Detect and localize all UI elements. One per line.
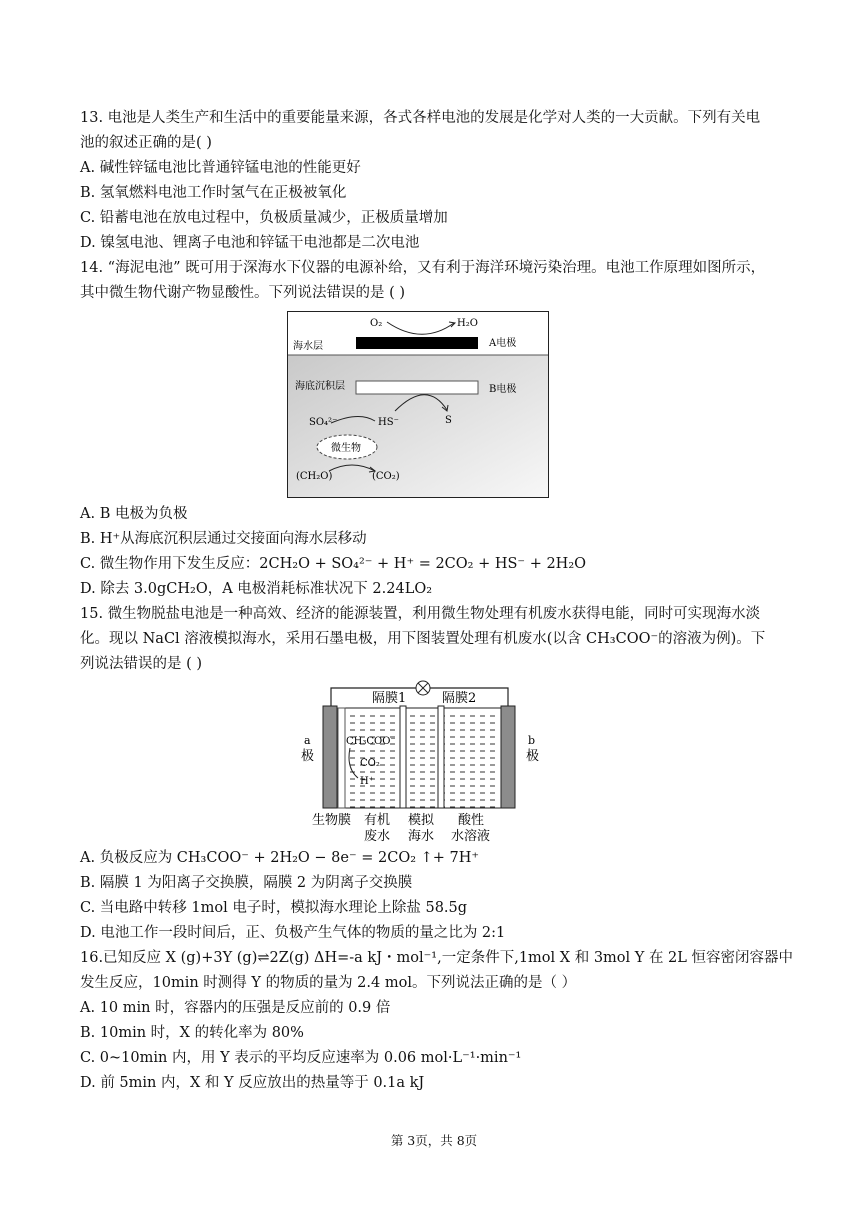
q14-option-d: D. 除去 3.0gCH₂O，A 电极消耗标准状况下 2.24LO₂ — [80, 581, 433, 597]
organic-label: 有机 — [364, 813, 391, 828]
ch3coo-label: CH₃COO⁻ — [346, 736, 396, 747]
seawater-label: 海水 — [408, 829, 435, 844]
b-pole-label: 极 — [526, 749, 540, 764]
co2-label: CO₂ — [360, 758, 380, 769]
biofilm — [338, 708, 345, 808]
wastewater-label: 废水 — [364, 829, 391, 844]
q16-stem-line2: 发生反应，10min 时测得 Y 的物质的量为 2.4 mol。下列说法正确的是（ ） — [80, 975, 577, 991]
q15-stem-line2: 化。现以 NaCl 溶液模拟海水，采用石墨电极，用下图装置处理有机废水(以含 CH₃COO⁻的溶液为例)。下 — [80, 631, 766, 647]
q14-stem-line1: 14. “海泥电池” 既可用于深海水下仪器的电源补给，又有利于海洋环境污染治理。电池工作原理如图所示， — [80, 260, 766, 276]
q16-option-c: C. 0~10min 内，用 Y 表示的平均反应速率为 0.06 mol·L⁻¹·min⁻¹ — [80, 1050, 522, 1066]
electrode-a-label: A电极 — [489, 338, 517, 349]
sediment-layer-label: 海底沉积层 — [295, 381, 345, 392]
biofilm-label: 生物膜 — [312, 813, 352, 828]
q15-stem-line3: 列说法错误的是 ( ) — [80, 656, 203, 672]
q13-option-c: C. 铅蓄电池在放电过程中，负极质量减少，正极质量增加 — [80, 210, 448, 226]
electrode-a — [323, 706, 337, 808]
electrode-a-plate — [356, 337, 478, 349]
q13-option-a: A. 碱性锌锰电池比普通锌锰电池的性能更好 — [80, 160, 361, 176]
h2o-label: H₂O — [457, 318, 478, 329]
co2-label: (CO₂) — [372, 471, 400, 482]
q14-option-a: A. B 电极为负极 — [80, 506, 188, 522]
h-ion-label: H⁺ — [360, 776, 374, 787]
q16-stem-line1: 16.已知反应 X (g)+3Y (g)⇌2Z(g) ΔH=-a kJ・mol⁻¹,一定条件下,1mol X 和 3mol Y 在 2L 恒容密闭容器中 — [80, 950, 794, 966]
q13-option-b: B. 氢氧燃料电池工作时氢气在正极被氧化 — [80, 185, 347, 201]
q16-option-d: D. 前 5min 内，X 和 Y 反应放出的热量等于 0.1a kJ — [80, 1075, 425, 1091]
q14-option-b: B. H⁺从海底沉积层通过交接面向海水层移动 — [80, 531, 367, 547]
simulated-label: 模拟 — [408, 813, 435, 828]
q15-option-c: C. 当电路中转移 1mol 电子时，模拟海水理论上除盐 58.5g — [80, 900, 468, 916]
sulfate-label: SO₄²⁻ — [309, 417, 338, 428]
membrane1-label: 隔膜1 — [372, 691, 407, 706]
q15-stem-line1: 15. 微生物脱盐电池是一种高效、经济的能源装置，利用微生物处理有机废水获得电能，同时可实现海水淡 — [80, 606, 761, 622]
q16-option-b: B. 10min 时，X 的转化率为 80% — [80, 1025, 304, 1041]
q16-option-a: A. 10 min 时，容器内的压强是反应前的 0.9 倍 — [80, 1000, 391, 1016]
hs-label: HS⁻ — [378, 417, 399, 428]
q13-option-d: D. 镍氢电池、锂离子电池和锌锰干电池都是二次电池 — [80, 235, 420, 251]
solution-label: 水溶液 — [451, 829, 491, 844]
o2-label: O₂ — [370, 318, 383, 329]
q15-option-b: B. 隔膜 1 为阳离子交换膜，隔膜 2 为阴离子交换膜 — [80, 875, 413, 891]
sea-mud-battery-figure — [287, 311, 549, 498]
membrane2-label: 隔膜2 — [442, 691, 477, 706]
desalination-cell-figure — [298, 678, 548, 846]
seawater-layer-label: 海水层 — [293, 341, 323, 352]
s-label: S — [445, 415, 452, 426]
q15-option-a: A. 负极反应为 CH₃COO⁻ + 2H₂O − 8e⁻ = 2CO₂ ↑+ 7H⁺ — [80, 850, 480, 866]
q14-stem-line2: 其中微生物代谢产物显酸性。下列说法错误的是 ( ) — [80, 285, 406, 301]
a-pole-label: 极 — [301, 749, 315, 764]
membrane-2 — [438, 706, 444, 808]
membrane-1 — [400, 706, 406, 808]
q13-stem-line2: 池的叙述正确的是( ) — [80, 135, 212, 151]
q15-option-d: D. 电池工作一段时间后，正、负极产生气体的物质的量之比为 2:1 — [80, 925, 506, 941]
acidic-label: 酸性 — [458, 813, 485, 828]
ch2o-label: (CH₂O) — [296, 471, 333, 482]
page-footer: 第 3页，共 8页 — [390, 1133, 478, 1148]
q14-option-c: C. 微生物作用下发生反应：2CH₂O + SO₄²⁻ + H⁺ = 2CO₂ + HS⁻ + 2H₂O — [80, 556, 587, 572]
electrode-b-label: B电极 — [489, 384, 517, 395]
electrode-b-plate — [356, 381, 478, 394]
b-label: b — [528, 734, 536, 747]
microbe-label: 微生物 — [331, 443, 361, 454]
q13-stem-line1: 13. 电池是人类生产和生活中的重要能量来源，各式各样电池的发展是化学对人类的一大贡献。下列有关电 — [80, 110, 761, 126]
electrode-b — [501, 706, 515, 808]
a-label: a — [304, 734, 311, 747]
